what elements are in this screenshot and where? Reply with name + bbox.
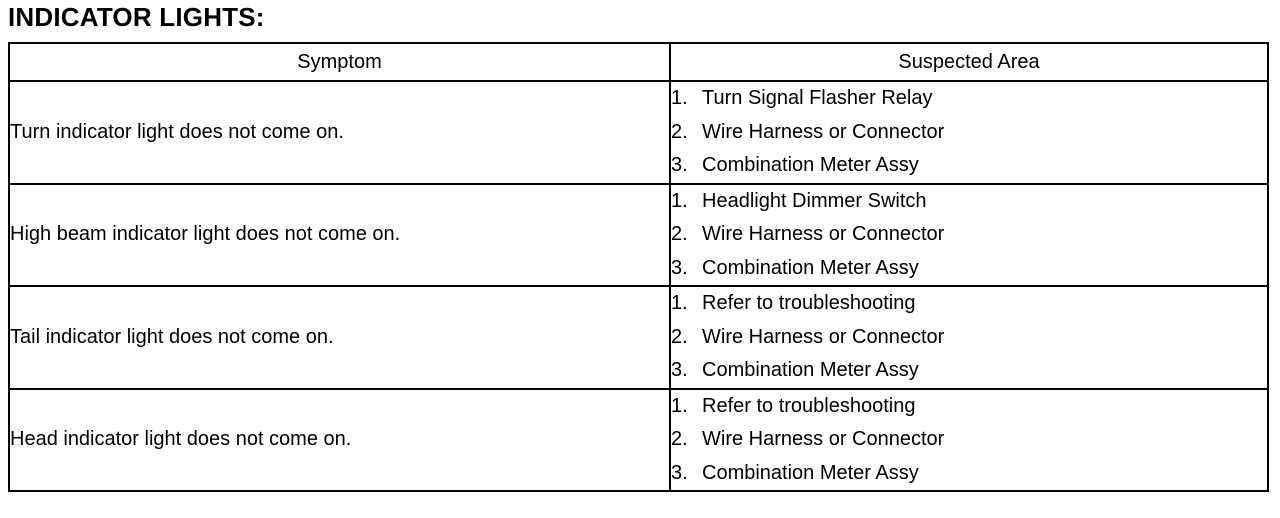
area-text: Combination Meter Assy — [702, 359, 919, 381]
suspected-area-cell — [670, 81, 1268, 184]
area-item — [671, 354, 1267, 388]
area-text: Combination Meter Assy — [702, 461, 919, 484]
area-number: 2. — [671, 120, 688, 143]
area-text: Refer to troubleshooting — [702, 394, 916, 417]
area-item — [671, 149, 1267, 183]
area-item — [671, 252, 1267, 286]
area-text: Refer to troubleshooting — [702, 292, 916, 314]
area-item — [671, 287, 1267, 321]
area-number: 2. — [671, 325, 688, 348]
suspected-area-cell — [670, 389, 1268, 492]
page-title: INDICATOR LIGHTS: — [8, 2, 265, 32]
table-header-row — [9, 43, 1268, 81]
area-item — [671, 390, 1267, 424]
area-item — [671, 423, 1267, 457]
area-number: 1. — [671, 189, 688, 212]
symptom-cell: Head indicator light does not come on. — [9, 389, 670, 492]
area-number: 1. — [671, 87, 688, 109]
table-row — [9, 286, 1268, 389]
area-number: 3. — [671, 256, 688, 279]
table-row — [9, 81, 1268, 184]
area-item — [671, 82, 1267, 116]
suspected-area-cell — [670, 184, 1268, 287]
area-number: 1. — [671, 292, 688, 314]
symptom-cell: Tail indicator light does not come on. — [9, 286, 670, 389]
area-text: Wire Harness or Connector — [702, 223, 945, 245]
area-number: 3. — [671, 154, 688, 176]
indicator-lights-table — [8, 42, 1269, 492]
header-symptom: Symptom — [9, 43, 670, 81]
area-text: Turn Signal Flasher Relay — [702, 87, 933, 109]
area-text: Combination Meter Assy — [702, 154, 919, 176]
symptom-cell: High beam indicator light does not come on. — [9, 184, 670, 287]
area-item — [671, 457, 1267, 491]
symptom-cell: Turn indicator light does not come on. — [9, 81, 670, 184]
area-number: 1. — [671, 394, 688, 417]
area-item — [671, 321, 1267, 355]
area-text: Headlight Dimmer Switch — [702, 189, 927, 212]
suspected-area-cell — [670, 286, 1268, 389]
area-item — [671, 185, 1267, 219]
header-suspected-area: Suspected Area — [670, 43, 1268, 81]
area-text: Wire Harness or Connector — [702, 120, 945, 143]
table-row — [9, 389, 1268, 492]
area-text: Wire Harness or Connector — [702, 325, 945, 348]
area-item — [671, 116, 1267, 150]
area-number: 2. — [671, 223, 688, 245]
area-number: 3. — [671, 461, 688, 484]
area-number: 3. — [671, 359, 688, 381]
area-text: Combination Meter Assy — [702, 256, 919, 279]
table-row — [9, 184, 1268, 287]
area-text: Wire Harness or Connector — [702, 428, 945, 450]
area-number: 2. — [671, 428, 688, 450]
area-item — [671, 218, 1267, 252]
